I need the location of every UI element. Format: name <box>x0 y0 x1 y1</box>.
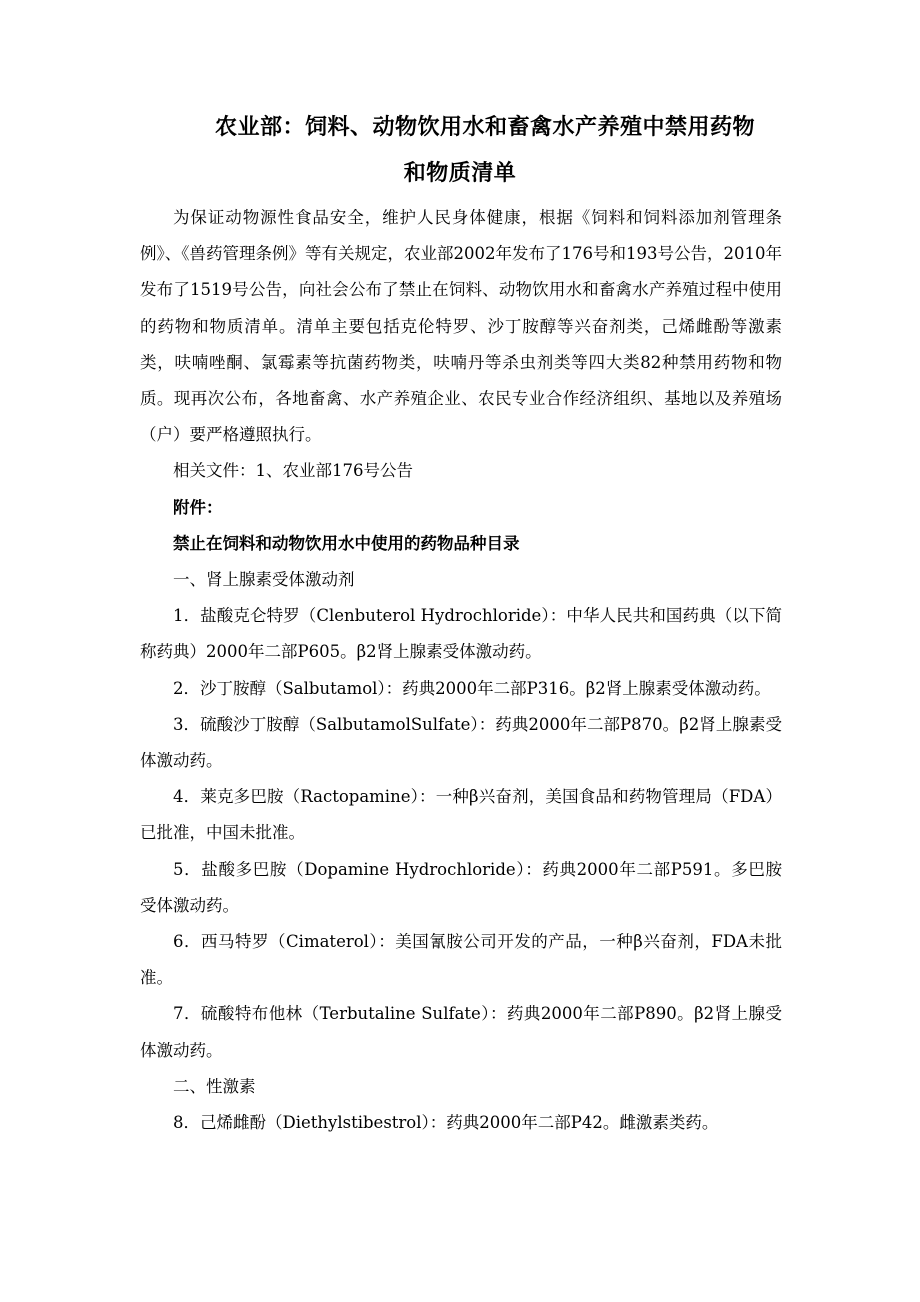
document-title-line1: 农业部：饲料、动物饮用水和畜禽水产养殖中禁用药物 <box>214 115 755 140</box>
catalog-title: 禁止在饲料和动物饮用水中使用的药物品种目录 <box>173 533 520 553</box>
list-item: 5．盐酸多巴胺（Dopamine Hydrochloride）：药典2000年二部P591。多巴胺受体激动药。 <box>140 859 782 915</box>
list-item: 6．西马特罗（Cimaterol）：美国氰胺公司开发的产品，一种β兴奋剂，FDA未批准。 <box>140 932 782 988</box>
section-heading-1: 一、肾上腺素受体激动剂 <box>173 570 355 590</box>
list-item: 2．沙丁胺醇（Salbutamol）：药典2000年二部P316。β2肾上腺素受体激动药。 <box>173 678 771 698</box>
list-item: 7．硫酸特布他林（Terbutaline Sulfate）：药典2000年二部P890。β2肾上腺受体激动药。 <box>140 1004 782 1060</box>
list-item: 1．盐酸克仑特罗（Clenbuterol Hydrochloride）：中华人民共和国药典（以下简称药典）2000年二部P605。β2肾上腺素受体激动药。 <box>140 606 782 662</box>
intro-paragraph: 为保证动物源性食品安全，维护人民身体健康，根据《饲料和饲料添加剂管理条例》、《兽药管理条例》等有关规定，农业部2002年发布了176号和193号公告，2010年发布了1519号公告，向社会公布了禁止在饲料、动物饮用水和畜禽水产养殖过程中使用的药物和物质清单。清单主要包括克伦特罗、沙丁胺醇等兴奋剂类，己烯雌酚等激素类，呋喃唑酮、氯霉素等抗菌药物类，呋喃丹等杀虫剂类等四大类82种禁用药物和物质。现再次公布，各地畜禽、水产养殖企业、农民专业合作经济组织、基地以及养殖场（户）要严格遵照执行。 <box>140 208 782 445</box>
related-documents: 相关文件：1、农业部176号公告 <box>173 461 413 481</box>
section-heading-2: 二、性激素 <box>173 1076 256 1096</box>
document-title-line2: 和物质清单 <box>403 161 517 186</box>
attachment-label: 附件： <box>173 497 223 517</box>
list-item: 8．己烯雌酚（Diethylstibestrol）：药典2000年二部P42。雌激素类药。 <box>173 1113 719 1133</box>
list-item: 4．莱克多巴胺（Ractopamine）：一种β兴奋剂，美国食品和药物管理局（FDA）已批准，中国未批准。 <box>140 787 782 843</box>
document-body <box>140 200 782 1141</box>
list-item: 3．硫酸沙丁胺醇（SalbutamolSulfate）：药典2000年二部P870。β2肾上腺素受体激动药。 <box>140 714 782 771</box>
